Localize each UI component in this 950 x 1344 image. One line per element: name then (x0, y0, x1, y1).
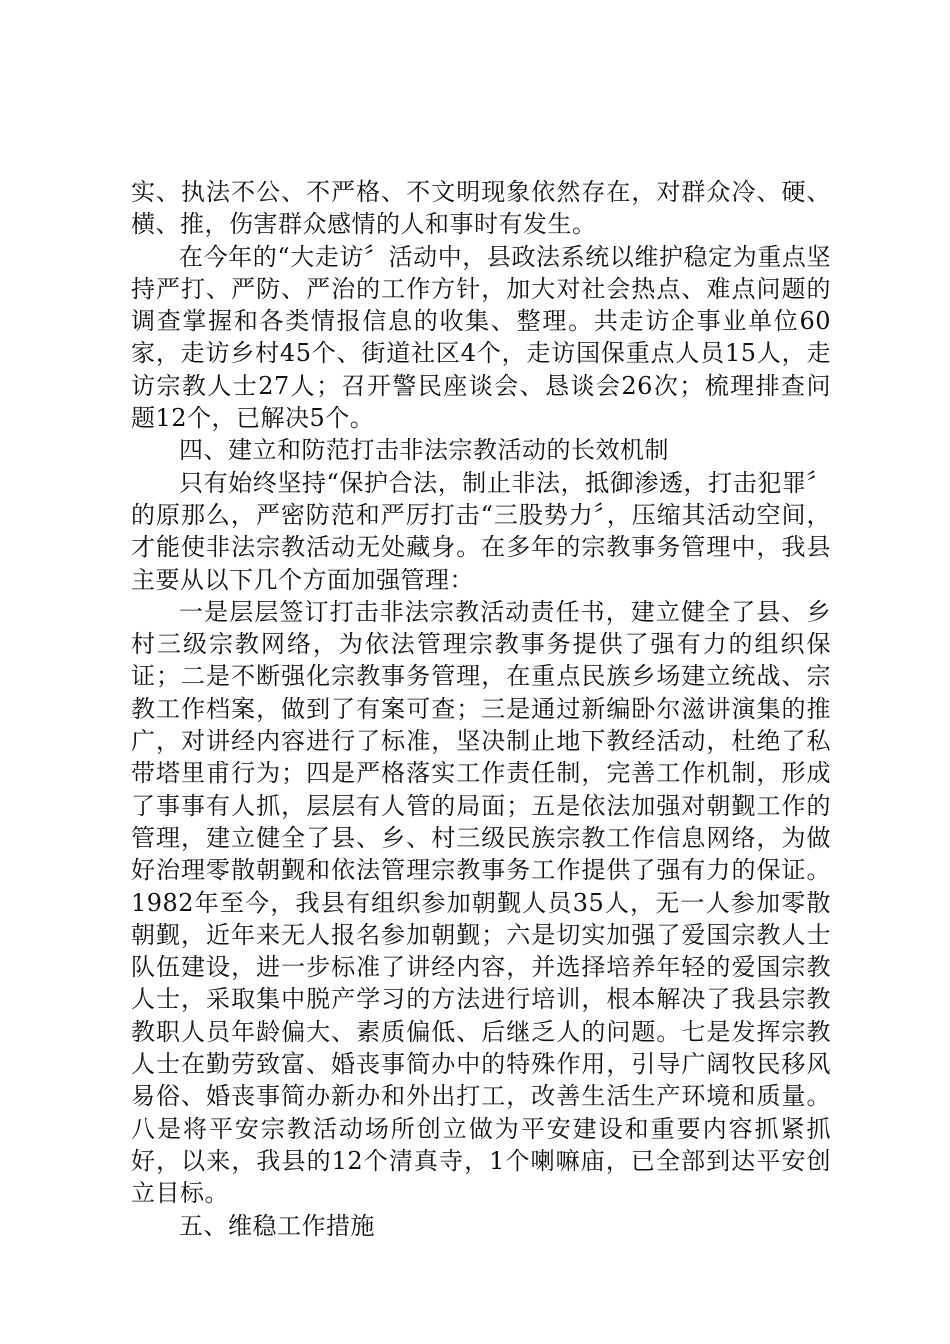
paragraph-measures-list: 一是层层签订打击非法宗教活动责任书，建立健全了县、乡村三级宗教网络，为依法管理宗教事务提供了强有力的组织保证；二是不断强化宗教事务管理，在重点民族乡场建立统战、宗教工作档案，做到了有案可查；三是通过新编卧尔滋讲演集的推广，对讲经内容进行了标准，坚决制止地下教经活动，杜绝了私带塔里甫行为；四是严格落实工作责任制，完善工作机制，形成了事事有人抓，层层有人管的局面；五是依法加强对朝觐工作的管理，建立健全了县、乡、村三级民族宗教工作信息网络，为做好治理零散朝觐和依法管理宗教事务工作提供了强有力的保证。1982年至今，我县有组织参加朝觐人员35人，无一人参加零散朝觐，近年来无人报名参加朝觐；六是切实加强了爱国宗教人士队伍建设，进一步标准了讲经内容，并选择培养年轻的爱国宗教人士，采取集中脱产学习的方法进行培训，根本解决了我县宗教教职人员年龄偏大、素质偏低、后继乏人的问题。七是发挥宗教人士在勤劳致富、婚丧事简办中的特殊作用，引导广阔牧民移风易俗、婚丧事简办新办和外出打工，改善生活生产环境和质量。八是将平安宗教活动场所创立做为平安建设和重要内容抓紧抓好，以来，我县的12个清真寺，1个喇嘛庙，已全部到达平安创立目标。 (131, 597, 831, 1208)
paragraph-visit-activity: 在今年的“大走访〞活动中，县政法系统以维护稳定为重点坚持严打、严防、严治的工作方针，加大对社会热点、难点问题的调查掌握和各类情报信息的收集、整理。共走访企事业单位60家，走访乡村45个、街道社区4个，走访国保重点人员15人，走访宗教人士27人；召开警民座谈会、恳谈会26次；梳理排查问题12个，已解决5个。 (131, 242, 831, 433)
section-heading-five: 五、维稳工作措施 (179, 1211, 375, 1240)
paragraph-principles: 只有始终坚持“保护合法，制止非法，抵御渗透，打击犯罪〞的原那么，严密防范和严厉打击“三股势力〞，压缩其活动空间，才能使非法宗教活动无处藏身。在多年的宗教事务管理中，我县主要从以下几个方面加强管理： (131, 468, 831, 594)
section-heading-four: 四、建立和防范打击非法宗教活动的长效机制 (179, 436, 669, 465)
document-body (131, 176, 831, 1242)
paragraph-continuation: 实、执法不公、不严格、不文明现象依然存在，对群众冷、硬、横、推，伤害群众感情的人和事时有发生。 (131, 178, 831, 239)
